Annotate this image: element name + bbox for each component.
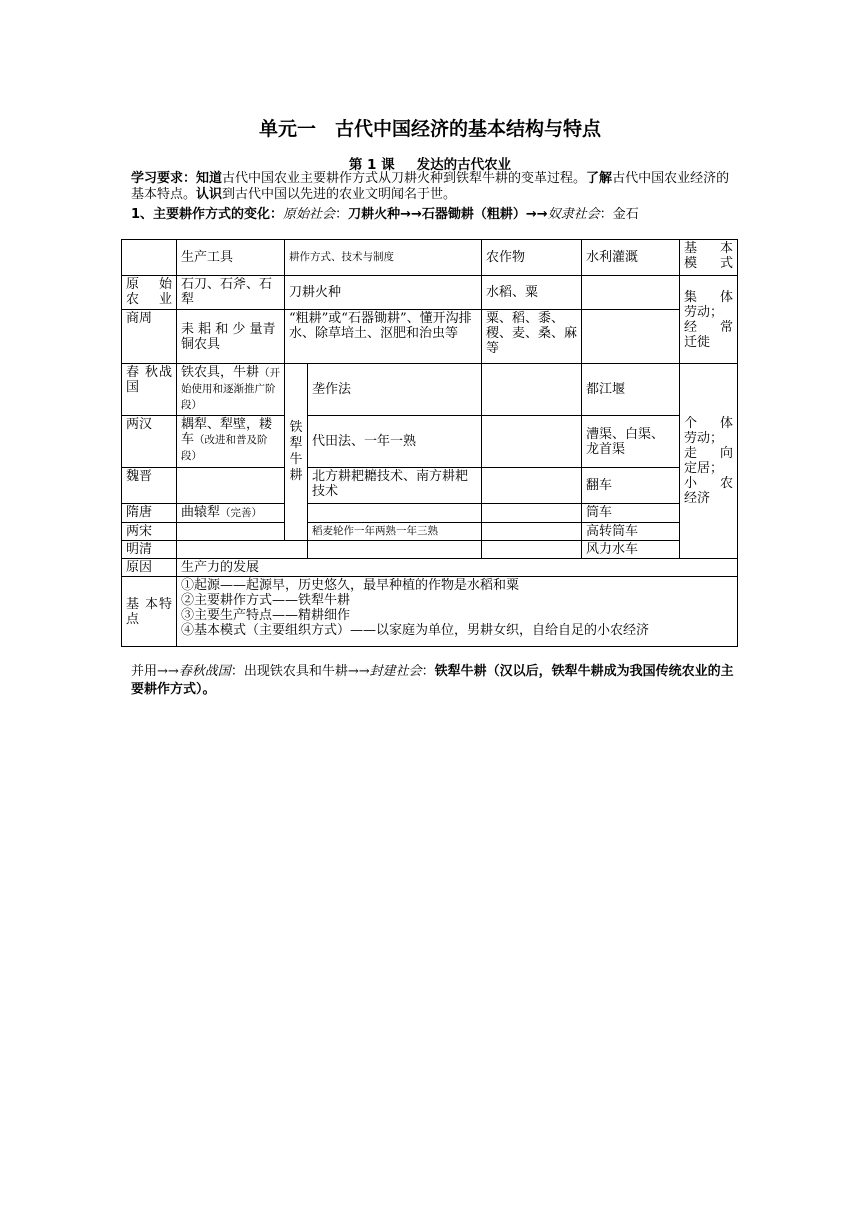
mode-collective-cell bbox=[680, 276, 738, 364]
method-cell bbox=[308, 541, 482, 559]
tieli-niugeng-cell bbox=[285, 364, 308, 541]
period-cell: 隋唐 bbox=[122, 504, 177, 523]
crops-cell bbox=[482, 541, 582, 559]
learning-requirements bbox=[131, 171, 735, 203]
header-crops: 农作物 bbox=[482, 240, 582, 276]
method-cell: 代田法、一年一熟 bbox=[308, 416, 482, 468]
lesson-title bbox=[0, 153, 860, 173]
vertical-char: 铁 bbox=[289, 420, 303, 435]
mode-line: 走 向 bbox=[684, 446, 733, 461]
mode-line: 劳动； bbox=[684, 304, 724, 320]
irrigation-cell: 筒车 bbox=[582, 504, 680, 523]
tools-main: 铁农具，牛耕 bbox=[181, 365, 260, 380]
after-paragraph bbox=[131, 663, 735, 699]
feature-item: ②主要耕作方式——铁犁牛耕 bbox=[181, 593, 351, 608]
requirements-text-2: 古代中国农业经济的基本特点。 bbox=[131, 171, 730, 202]
mode-line: 集 体 bbox=[684, 289, 733, 305]
mode-individual-cell bbox=[680, 364, 738, 559]
colon: ： bbox=[421, 664, 435, 679]
tools-note: （改进和普及阶段） bbox=[181, 434, 268, 462]
table-row bbox=[122, 364, 738, 416]
features-label: 基 本特点 bbox=[122, 577, 177, 647]
mode-line: 个 体 bbox=[684, 416, 733, 431]
tools-cell bbox=[177, 416, 285, 468]
requirements-text-1: 古代中国农业主要耕作方式从刀耕火种到铁犁牛耕的变革过程。 bbox=[222, 171, 587, 186]
crops-cell bbox=[482, 468, 582, 504]
table-row bbox=[122, 541, 738, 559]
vertical-char: 牛 bbox=[289, 452, 303, 467]
keyword-understand: 了解 bbox=[586, 171, 613, 186]
keyword-know: 知道 bbox=[196, 171, 223, 186]
era-primitive: 原始社会 bbox=[283, 207, 336, 222]
change-heading: 1、主要耕作方式的变化： bbox=[131, 207, 284, 222]
period-cell: 春 秋战国 bbox=[122, 364, 177, 416]
tools-note: （完善） bbox=[220, 507, 263, 519]
tools-cell bbox=[177, 541, 308, 559]
tools-cell: 耒 耜 和 少 量青铜农具 bbox=[177, 310, 285, 364]
after-text-1: ：出现铁农具和牛耕→→ bbox=[230, 664, 370, 679]
arrow: →→ bbox=[400, 207, 422, 222]
irrigation-cell: 漕渠、白渠、龙首渠 bbox=[582, 416, 680, 468]
tools-cell bbox=[177, 364, 285, 416]
mode-line: 迁徙 bbox=[684, 334, 711, 350]
requirements-text-3: 到古代中国以先进的农业文明闻名于世。 bbox=[222, 187, 457, 202]
irrigation-cell bbox=[582, 276, 680, 310]
tools-cell: 石刀、石斧、石犁 bbox=[177, 276, 285, 310]
feature-item: ①起源——起源早，历史悠久，最早种植的作物是水稻和粟 bbox=[181, 578, 520, 593]
table-header-row bbox=[122, 240, 738, 276]
tools-main: 曲辕犁 bbox=[181, 505, 221, 520]
lesson-name: 发达的古代农业 bbox=[416, 157, 512, 173]
vertical-char: 耕 bbox=[289, 468, 303, 483]
table-row bbox=[122, 416, 738, 468]
era-feudal: 封建社会 bbox=[369, 664, 422, 679]
crops-cell bbox=[482, 504, 582, 523]
reason-text: 生产力的发展 bbox=[177, 559, 738, 577]
crops-cell bbox=[482, 416, 582, 468]
table-row-features bbox=[122, 577, 738, 647]
period-cell: 明清 bbox=[122, 541, 177, 559]
method-stone-hoe: 石器锄耕（粗耕） bbox=[421, 207, 526, 222]
vertical-char: 犁 bbox=[289, 436, 303, 451]
mode-line: 经济 bbox=[684, 491, 711, 506]
after-prefix: 并用→→ bbox=[131, 664, 179, 679]
irrigation-cell: 都江堰 bbox=[582, 364, 680, 416]
mode-line: 经 常 bbox=[684, 319, 733, 335]
period-cell: 两宋 bbox=[122, 523, 177, 541]
period-cell: 商周 bbox=[122, 310, 177, 364]
method-cell: 稻麦轮作一年两熟一年三熟 bbox=[308, 523, 482, 541]
table-row bbox=[122, 504, 738, 523]
arrow: →→ bbox=[525, 207, 548, 222]
colon: ： bbox=[335, 207, 349, 222]
header-blank bbox=[122, 240, 177, 276]
keyword-recognize: 认识 bbox=[196, 187, 223, 202]
header-mode: 基 本模式 bbox=[680, 240, 738, 276]
feature-item: ③主要生产特点——精耕细作 bbox=[181, 608, 351, 623]
era-slave: 奴隶社会 bbox=[547, 207, 600, 222]
mode-line: 劳动； bbox=[684, 431, 724, 446]
mode-line: 小 农 bbox=[684, 476, 733, 491]
method-cell: 北方耕耙耱技术、南方耕耙技术 bbox=[308, 468, 482, 504]
crops-cell bbox=[482, 364, 582, 416]
requirements-label: 学习要求： bbox=[131, 171, 197, 186]
feature-item: ④基本模式（主要组织方式）——以家庭为单位，男耕女织，自给自足的小农经济 bbox=[181, 623, 650, 638]
header-tools: 生产工具 bbox=[177, 240, 285, 276]
tools-cell bbox=[177, 504, 285, 523]
header-methods: 耕作方式、技术与制度 bbox=[285, 240, 482, 276]
period-cell: 两汉 bbox=[122, 416, 177, 468]
table-row-reason bbox=[122, 559, 738, 577]
page-title: 单元一 古代中国经济的基本结构与特点 bbox=[258, 118, 601, 140]
method-cell: “粗耕”或“石器锄耕”、懂开沟排水、除草培土、沤肥和治虫等 bbox=[285, 310, 482, 364]
agriculture-table bbox=[121, 239, 738, 647]
period-cell: 原 始农业 bbox=[122, 276, 177, 310]
table-row bbox=[122, 276, 738, 310]
tools-cell bbox=[177, 523, 285, 541]
change-tail: ：金石 bbox=[599, 207, 639, 222]
lesson-number: 第 1 课 bbox=[348, 157, 395, 173]
irrigation-cell bbox=[582, 310, 680, 364]
crops-cell: 粟、稻、黍、稷、麦、桑、麻等 bbox=[482, 310, 582, 364]
table-row bbox=[122, 310, 738, 364]
features-cell bbox=[177, 577, 738, 647]
tools-note: （开始使用和逐渐推广阶段） bbox=[181, 367, 281, 411]
after-bold: 铁犁牛耕（汉以后，铁犁牛耕成为我国传统农业的主要耕作方式）。 bbox=[131, 664, 734, 697]
table-row bbox=[122, 468, 738, 504]
tools-main: 耦犁、犁壁，耧车 bbox=[181, 417, 273, 447]
table-row bbox=[122, 523, 738, 541]
crops-cell: 水稻、粟 bbox=[482, 276, 582, 310]
period-cell: 魏晋 bbox=[122, 468, 177, 504]
method-cell bbox=[308, 504, 482, 523]
method-cell: 垄作法 bbox=[308, 364, 482, 416]
irrigation-cell: 高转筒车 bbox=[582, 523, 680, 541]
method-cell: 刀耕火种 bbox=[285, 276, 482, 310]
irrigation-cell: 风力水车 bbox=[582, 541, 680, 559]
tools-cell bbox=[177, 468, 285, 504]
reason-label: 原因 bbox=[122, 559, 177, 577]
era-chunqiu: 春秋战国 bbox=[178, 664, 231, 679]
mode-line: 定居； bbox=[684, 461, 724, 476]
header-irrigation: 水利灌溉 bbox=[582, 240, 680, 276]
farming-change-line bbox=[131, 207, 639, 223]
method-slash-burn: 刀耕火种 bbox=[348, 207, 401, 222]
irrigation-cell: 翻车 bbox=[582, 468, 680, 504]
crops-cell bbox=[482, 523, 582, 541]
